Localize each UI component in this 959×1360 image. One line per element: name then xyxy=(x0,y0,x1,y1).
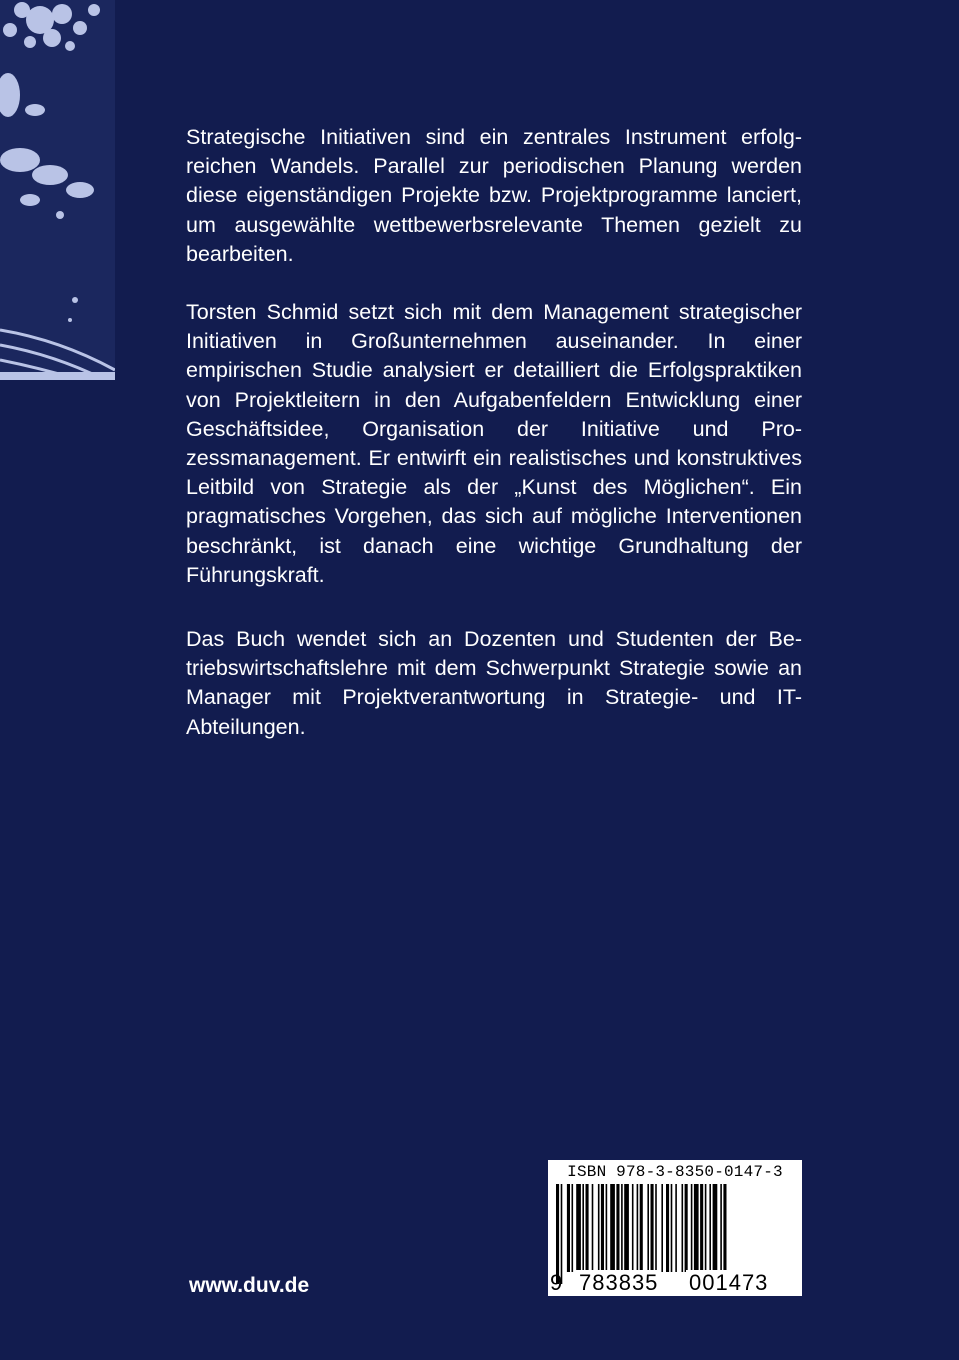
ean-group-left: 783835 xyxy=(576,1270,661,1296)
barcode-bar xyxy=(671,1184,673,1272)
barcode-bar xyxy=(637,1184,639,1272)
barcode-bar xyxy=(723,1184,726,1284)
barcode-bar xyxy=(606,1184,608,1272)
isbn-label: ISBN 978-3-8350-0147-3 xyxy=(567,1163,783,1181)
paragraph-audience: Das Buch wendet sich an Dozenten und Studenten der Betriebswirtschaftslehre mit dem Schwerpunkt Strategie sowie an Manager mit Projektverantwortung in Strategie- und IT-Abteilungen. xyxy=(186,627,802,739)
barcode-bar xyxy=(592,1184,594,1272)
barcode-bar xyxy=(655,1184,657,1272)
ean-group-right: 001473 xyxy=(686,1270,771,1296)
barcode-bar xyxy=(610,1184,615,1272)
barcode-bar xyxy=(713,1184,718,1272)
barcode-bar xyxy=(691,1184,693,1272)
barcode-bar xyxy=(621,1184,623,1272)
barcode-bar xyxy=(651,1184,654,1272)
publisher-website[interactable]: www.duv.de xyxy=(189,1274,310,1297)
barcode-bar xyxy=(601,1184,604,1272)
paragraph-study: Torsten Schmid setzt sich mit dem Management strategischer Initiativen in Großunternehmen auseinander. In einer empirischen Studie analysiert er detailliert die Erfolgspraktiken von Projektleitern in den Aufgabenfeldern Entwicklung einer Geschäftsidee, Organisation der Initiative und Prozessmanagement. Er entwirft ein realistisches und konstruktives Leitbild von Strategie als der „Kunst des Möglichen“. Ein pragmatisches Vorgehen, das sich auf mögliche Interventionen beschränkt, ist danach eine wichtige Grundhaltung der Führungskraft. xyxy=(186,300,802,587)
isbn-barcode xyxy=(548,1160,802,1296)
barcode-bars xyxy=(556,1184,794,1284)
barcode-bar xyxy=(685,1184,688,1272)
barcode-bar xyxy=(705,1184,707,1272)
barcode-bar xyxy=(640,1184,643,1284)
barcode-bar xyxy=(647,1184,649,1284)
barcode-bar xyxy=(556,1184,559,1284)
barcode-bar xyxy=(682,1184,684,1272)
barcode-bar xyxy=(709,1184,711,1272)
barcode-bar xyxy=(700,1184,703,1272)
barcode-bar xyxy=(720,1184,722,1284)
ean-lead-digit: 9 xyxy=(550,1270,563,1295)
paragraph-intro: Strategische Initiativen sind ein zentrales Instrument erfolgreichen Wandels. Parallel zur periodischen Planung werden diese eigenständigen Projekte bzw. Projektprogramme lanciert, um ausgewählte wettbewerbsrelevante Themen gezielt zu bearbeiten. xyxy=(186,125,802,266)
barcode-bar xyxy=(586,1184,589,1272)
globe-illustration xyxy=(0,0,115,380)
barcode-bar xyxy=(666,1184,669,1272)
barcode-bar xyxy=(632,1184,634,1272)
barcode-bar xyxy=(572,1184,574,1272)
barcode-bar xyxy=(561,1184,563,1284)
barcode-bar xyxy=(694,1184,699,1272)
barcode-bar xyxy=(582,1184,584,1272)
barcode-bar xyxy=(624,1184,629,1272)
barcode-bar xyxy=(567,1184,570,1272)
barcode-bar xyxy=(598,1184,600,1272)
barcode-bar xyxy=(616,1184,619,1272)
barcode-bar xyxy=(576,1184,581,1272)
barcode-bar xyxy=(661,1184,663,1272)
barcode-bar xyxy=(675,1184,677,1272)
